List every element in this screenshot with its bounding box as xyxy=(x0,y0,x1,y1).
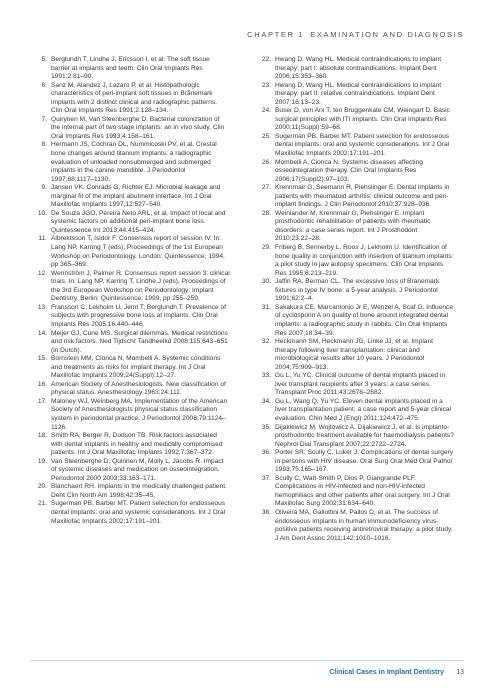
reference-text: Meijer GJ, Cune MS. Surgical dilemmas. Medical restrictions and risk factors. Ned Tijdschr Tandheelkd 2008;115:643–651 (in Dutch). xyxy=(51,329,228,354)
reference-entry xyxy=(254,338,454,372)
reference-entry xyxy=(254,424,454,450)
reference-entry xyxy=(254,372,454,398)
reference-text: Weinlander M, Krennmair G, Piehslinger E. Implant prosthodontic rehabilitation of patients with rheumatic disorders: a case series report. Int J Prosthodont 2010;23:22–28. xyxy=(275,209,431,243)
reference-text: Sugerman PB, Barber MT. Patient selection for endosseous dental implants: oral and systemic considerations. Int J Oral Maxillofac Implants 2002;17:191–201. xyxy=(275,132,450,158)
reference-number: 5. xyxy=(41,56,47,63)
reference-number: 34. xyxy=(261,397,271,405)
reference-number: 14. xyxy=(37,329,47,337)
reference-text: Bornstein MM, Cionca N, Mombelli A. Systemic conditions and treatments as risks for implant therapy. Int J Oral Maxillofac Implants 2009;24(Suppl):12–27. xyxy=(51,355,221,380)
reference-entry xyxy=(30,141,230,184)
reference-number: 9. xyxy=(41,184,47,192)
reference-entry xyxy=(30,355,230,381)
reference-number: 27. xyxy=(261,184,271,192)
reference-text: Hwang D, Wang HL. Medical contraindications to implant therapy: part I: absolute contraindications. Implant Dent 2006;15:353–360. xyxy=(275,56,442,81)
chapter-label: CHAPTER 1 xyxy=(247,30,305,39)
reference-entry xyxy=(254,107,454,133)
reference-entry xyxy=(254,184,454,210)
reference-text: Friberg B, Sennerby L, Roos J, Lekholm U. Identification of bone quality in conjunction with insertion of titanium implants: a pilot study in jaw autopsy specimens. Clin Oral Implants Res 1995;6:213–219. xyxy=(275,244,454,277)
reference-entry xyxy=(30,235,230,269)
reference-number: 23. xyxy=(261,81,271,89)
reference-number: 33. xyxy=(261,372,271,380)
reference-text: Hermann JS, Cochran DL, Nummicoski PV, et al. Crestal bone changes around titanium implants: a radiographic evaluation of unloaded nonsubmerged and submerged implants in the canine mandible. J Periodontol 1997;68:1117–1130. xyxy=(51,141,217,183)
reference-text: Wennström J, Palmer R. Consensus report session 3: clinical trials. In: Lang NP, Karring T, Lindhe J (eds), Proceedings of the 3rd European Workshop on Periodontology: Implant Dentistry. Berlin: Quintessence; 1999, pp 255–259. xyxy=(51,269,230,303)
reference-entry xyxy=(254,509,454,543)
reference-entry xyxy=(254,449,454,475)
reference-text: Albrektsson T, Isidor F. Consensus report of session IV. In: Lang NP, Karring T (eds), Proceedings of the 1st European Workshop on Periodontology. London: Quintessence; 1994, pp 365–369. xyxy=(51,235,225,269)
reference-number: 15. xyxy=(37,355,47,363)
reference-text: Porter SR, Scully C, Luker J. Complications of dental surgery in persons with HIV disease. Oral Surg Oral Med Oral Pathol 1993;75:165–167. xyxy=(275,449,454,474)
reference-number: 25. xyxy=(261,132,271,140)
reference-text: Sakakura CE, Marcantonio Jr E, Wenzel A, Scaf G. Influence of cyclosporin A on quality of bone around integrated dental implants: a radiographic study in rabbits. Clin Oral Implants Res 2007;18:34–39. xyxy=(275,303,453,337)
reference-text: Gu L, Yu YC. Clinical outcome of dental implants placed in liver transplant recipients after 3 years: a case series. Transplant Proc 2011;43:2678–2682. xyxy=(275,372,446,397)
reference-text: Scully C, Watt-Smith P, Dios P, Giangrande PLF. Complications in HIV-infected and non-HIV-infected hemophiliacs and other patients after oral surgery. Int J Oral Maxillofac Surg 2002;31:634–640. xyxy=(275,474,450,508)
reference-text: American Society of Anesthesiologists. New classification of physical status. Anesthesiology 1963;24:111. xyxy=(51,380,226,397)
reference-entry xyxy=(30,330,230,356)
reference-number: 30. xyxy=(261,278,271,286)
reference-number: 37. xyxy=(261,474,271,482)
reference-number: 28. xyxy=(261,209,271,217)
reference-entry xyxy=(30,458,230,484)
reference-number: 24. xyxy=(261,107,271,115)
reference-entry xyxy=(254,210,454,244)
reference-text: Sanz M, Alandez J, Lazaro P, et al. Histopathologic characteristics of peri-implant soft tissues in Brånemark implants with 2 distinct clinical and radiographic patterns. Clin Oral Implants Res 1991;2:128–134. xyxy=(51,81,218,115)
reference-text: Dijakiewicz M, Wojtowicz A, Dijakiewicz J, et al. Is implanto-prosthodontic treatment available for haemodialysis patients? Nephrol Dial Transplant 2007;22:2722–2724. xyxy=(275,423,454,448)
page-footer xyxy=(0,660,500,700)
reference-text: Van Steenberghe D, Quirinen M, Molly L, Jacobs R. Impact of systemic diseases and medication on osseointegration. Periodontol 2000 2003;33:163–171. xyxy=(51,457,224,482)
reference-text: Maloney WJ, Weinberg MA. Implementation of the American Society of Anesthesiologists physical status classification system in periodontal practice. J Periodontol 2008;79:1124–1126. xyxy=(51,397,228,431)
reference-entry xyxy=(30,210,230,236)
reference-number: 26. xyxy=(261,158,271,166)
reference-entry xyxy=(254,82,454,108)
reference-text: Mombelli A, Cionca N. Systemic diseases affecting osseointegration therapy. Clin Oral Implants Res 2006;17(Suppl2):97–103. xyxy=(275,158,423,183)
reference-number: 21. xyxy=(37,500,47,508)
book-title: Clinical Cases in Implant Dentistry xyxy=(329,669,444,676)
running-header xyxy=(247,30,464,39)
references-left-column xyxy=(30,56,230,526)
reference-number: 22. xyxy=(261,56,271,63)
reference-text: Oliveira MA, Gallottini M, Pallos D, et al. The success of endosseous implants in human immunodeficiency virus-positive patients receiving antiretroviral therapy: a pilot study. J Am Dent Assoc 2011;142:1010–1016. xyxy=(275,508,453,542)
reference-number: 6. xyxy=(41,81,47,89)
reference-number: 29. xyxy=(261,244,271,252)
reference-entry xyxy=(254,475,454,509)
reference-number: 35. xyxy=(261,423,271,431)
reference-entry xyxy=(254,244,454,278)
reference-number: 38. xyxy=(261,508,271,516)
reference-text: Jansen VK, Conrads G, Richter EJ. Microbial leakage and marginal fit of the implant abutment interface. Int J Oral Maxillofac Implants 1997;12:527–540. xyxy=(51,184,221,209)
reference-entry xyxy=(30,56,230,82)
reference-number: 32. xyxy=(261,338,271,346)
reference-text: Gu L, Wang Q, Yu YC. Eleven dental implants placed in a liver transplantation patient: a case report and 5-year clinical evaluation. Chin Med J (Engl) 2011;124:472–475. xyxy=(275,397,451,422)
reference-number: 7. xyxy=(41,115,47,123)
reference-text: Hwang D, Wang HL. Medical contraindications to implant therapy: part II: relative contraindications. Implant Dent 2007;16:13–23. xyxy=(275,81,442,106)
reference-number: 11. xyxy=(38,235,47,243)
reference-entry xyxy=(30,82,230,116)
reference-text: Jaffin RA, Berman CL. The excessive loss of Branemark fixtures in type IV bone: a 5-year analysis. J Periodontol 1991;62:2–4. xyxy=(275,278,440,303)
reference-entry xyxy=(30,270,230,304)
references-right-column xyxy=(254,56,454,543)
reference-number: 16. xyxy=(37,380,47,388)
reference-text: Sugerman PB, Barber MT. Patient selection for endosseous dental implants: oral and systemic considerations. Int J Oral Maxillofac Implants 2002;17:191–201. xyxy=(51,500,226,525)
chapter-title: EXAMINATION AND DIAGNOSIS xyxy=(310,30,464,39)
reference-text: Blanchaert RH. Implants in the medically challenged patient. Dent Clin North Am 1998;42:35–45. xyxy=(51,483,227,499)
reference-entry xyxy=(254,56,454,82)
reference-entry xyxy=(30,116,230,142)
reference-entry xyxy=(254,278,454,304)
reference-entry xyxy=(254,304,454,338)
reference-entry xyxy=(254,159,454,185)
reference-number: 13. xyxy=(37,303,47,311)
reference-number: 10. xyxy=(37,209,47,217)
reference-entry xyxy=(30,483,230,500)
reference-number: 18. xyxy=(37,432,47,440)
reference-entry xyxy=(30,432,230,458)
page-number: 13 xyxy=(456,669,464,676)
reference-text: De Souza JGO, Pereira Neto ARL, et al. Impact of local and systemic factors on additional peri-implant bone loss. Quintessence Int 2013;44:415–424. xyxy=(51,209,226,234)
footer-rule xyxy=(30,660,464,661)
reference-number: 17. xyxy=(37,397,47,405)
reference-text: Buser D, von Arx T, ten Bruggenkate CM, Weingart D. Basic surgical principles with ITI implants. Clin Oral Implants Res 2000;11(Suppl):59–68. xyxy=(275,107,450,132)
reference-entry xyxy=(30,500,230,526)
reference-text: Smith RA, Berger R, Dodson TB. Risk factors associated with dental implants in healthy and medically compromised patients. Int J Oral Maxillofac Implants 1992;7:367–372. xyxy=(51,432,223,457)
reference-entry xyxy=(30,184,230,210)
reference-number: 36. xyxy=(261,449,271,457)
reference-entry xyxy=(254,398,454,424)
reference-text: Fransson C, Lekholm U, Jemt T, Berglundh T. Prevalence of subjects with progressive bone loss at implants. Clin Oral Implants Res 2005;16:440–446. xyxy=(51,303,226,328)
reference-text: Berglundh T, Lindhe J, Ericsson I, et al. The soft tissue barrier at implants and teeth. Clin Oral Implants Res 1991;2:81–90. xyxy=(51,56,210,81)
reference-entry xyxy=(254,133,454,159)
reference-text: Heckmann SM, Heckmann JG, Linke JJ, et al. Implant therapy following liver transplantation: clinical and microbiological results after 10 years. J Periodontol 2004;75:909–913. xyxy=(275,338,433,371)
reference-number: 31. xyxy=(261,303,271,311)
reference-text: Quirynen M, Van Steenberghe D. Bacterial colonization of the internal part of two stage implants: an in vivo study. Clin Oral Implants Res 1993;4:158–161. xyxy=(51,115,225,140)
reference-entry xyxy=(30,381,230,398)
reference-text: Krennmair G, Seemann R, Piehslinger E. Dental implants in patients with rheumatoid arthritis: clinical outcome and peri-implant findings. J Clin Periodontol 2010;37:928–936. xyxy=(275,184,450,209)
reference-entry xyxy=(30,304,230,330)
reference-number: 8. xyxy=(41,141,47,149)
reference-entry xyxy=(30,398,230,432)
reference-number: 20. xyxy=(37,483,47,491)
reference-number: 19. xyxy=(37,457,47,465)
reference-number: 12. xyxy=(37,269,47,277)
